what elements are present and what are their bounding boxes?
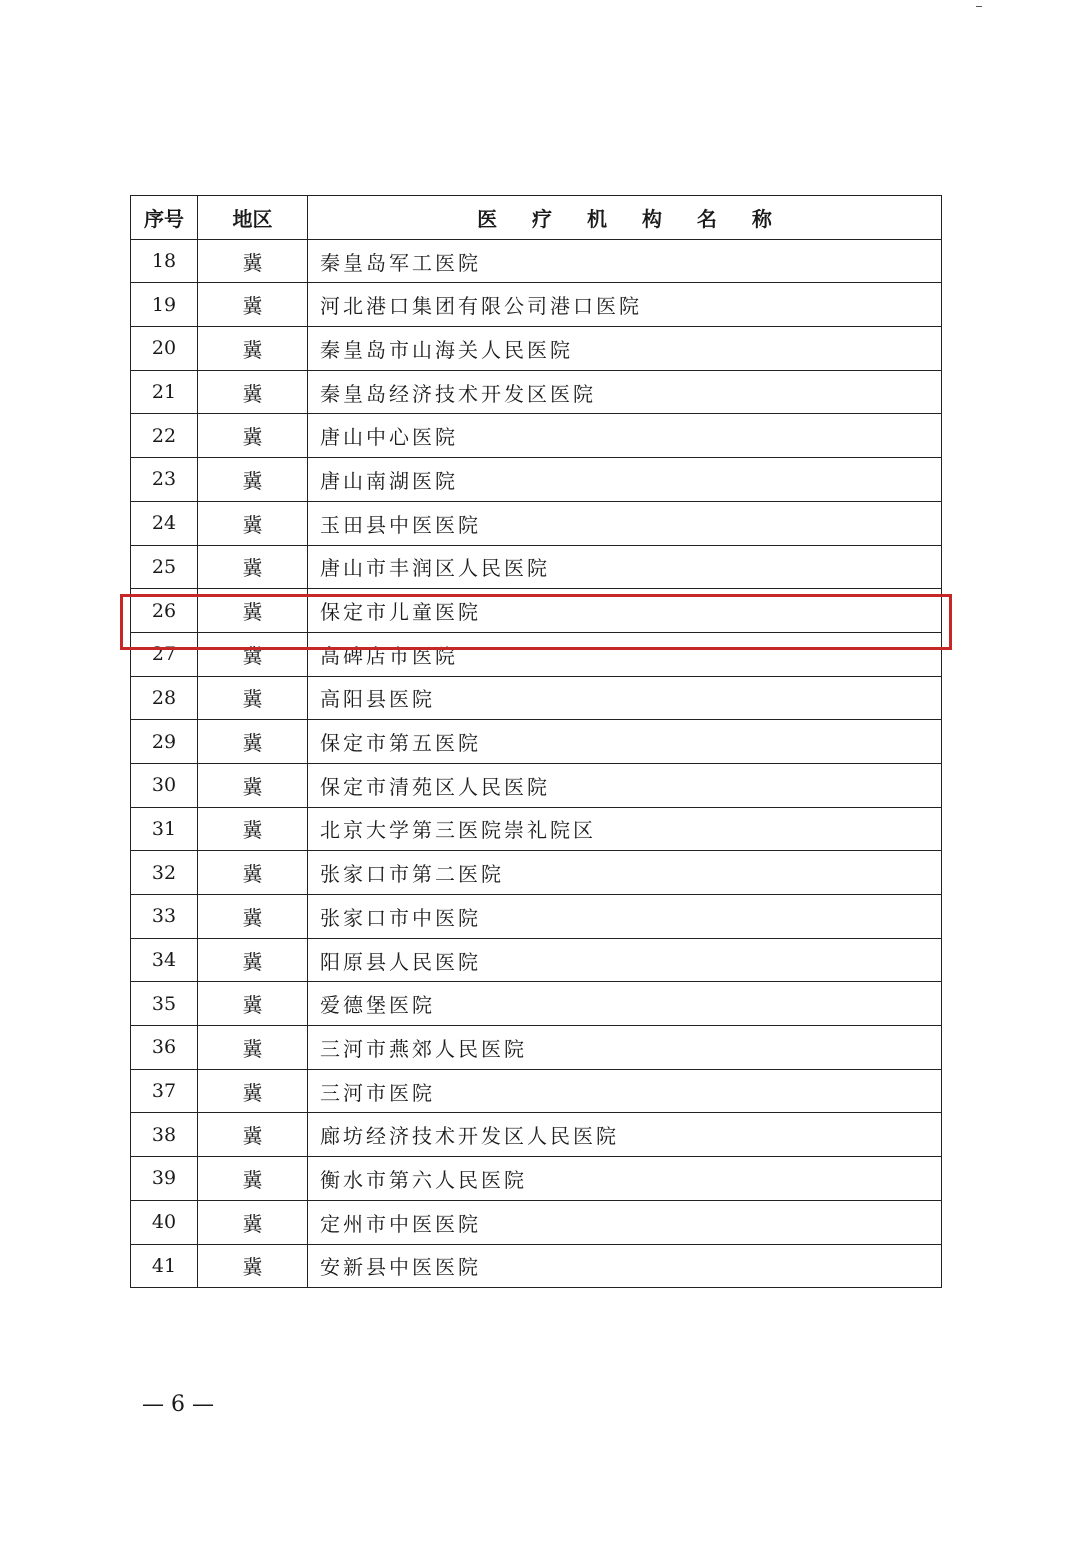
row-region: 冀 — [198, 851, 308, 895]
table-row — [131, 1244, 942, 1288]
row-hospital-name: 保定市第五医院 — [308, 720, 942, 764]
row-hospital-name: 阳原县人民医院 — [308, 938, 942, 982]
table-row — [131, 370, 942, 414]
row-region: 冀 — [198, 283, 308, 327]
page-number: — 6 — — [142, 1392, 214, 1417]
row-number: 18 — [131, 239, 198, 283]
row-region: 冀 — [198, 720, 308, 764]
row-number: 24 — [131, 501, 198, 545]
row-number: 35 — [131, 982, 198, 1026]
table-row — [131, 763, 942, 807]
row-region: 冀 — [198, 763, 308, 807]
header-number: 序号 — [131, 196, 198, 240]
row-hospital-name: 定州市中医医院 — [308, 1200, 942, 1244]
row-hospital-name: 张家口市第二医院 — [308, 851, 942, 895]
row-hospital-name: 张家口市中医院 — [308, 895, 942, 939]
row-region: 冀 — [198, 982, 308, 1026]
table-header-row — [131, 196, 942, 240]
table-row — [131, 327, 942, 371]
row-number: 37 — [131, 1069, 198, 1113]
row-number: 30 — [131, 763, 198, 807]
row-hospital-name: 玉田县中医医院 — [308, 501, 942, 545]
row-hospital-name: 秦皇岛军工医院 — [308, 239, 942, 283]
table-row — [131, 1200, 942, 1244]
table-row — [131, 1157, 942, 1201]
row-region: 冀 — [198, 414, 308, 458]
row-number: 40 — [131, 1200, 198, 1244]
row-number: 25 — [131, 545, 198, 589]
row-number: 19 — [131, 283, 198, 327]
row-hospital-name: 保定市儿童医院 — [308, 589, 942, 633]
row-hospital-name: 廊坊经济技术开发区人民医院 — [308, 1113, 942, 1157]
table-row — [131, 1069, 942, 1113]
row-region: 冀 — [198, 1026, 308, 1070]
row-region: 冀 — [198, 1069, 308, 1113]
row-hospital-name: 三河市医院 — [308, 1069, 942, 1113]
row-region: 冀 — [198, 938, 308, 982]
row-hospital-name: 唐山南湖医院 — [308, 458, 942, 502]
row-number: 26 — [131, 589, 198, 633]
table-row — [131, 589, 942, 633]
table-row — [131, 676, 942, 720]
table-row — [131, 1113, 942, 1157]
row-hospital-name: 安新县中医医院 — [308, 1244, 942, 1288]
table-row — [131, 545, 942, 589]
row-region: 冀 — [198, 895, 308, 939]
row-hospital-name: 爱德堡医院 — [308, 982, 942, 1026]
row-number: 22 — [131, 414, 198, 458]
row-number: 31 — [131, 807, 198, 851]
row-hospital-name: 衡水市第六人民医院 — [308, 1157, 942, 1201]
row-number: 23 — [131, 458, 198, 502]
table-row — [131, 851, 942, 895]
row-number: 32 — [131, 851, 198, 895]
table-row — [131, 1026, 942, 1070]
row-number: 21 — [131, 370, 198, 414]
table-row — [131, 982, 942, 1026]
hospital-table-wrapper — [130, 195, 941, 1288]
row-number: 36 — [131, 1026, 198, 1070]
table-row — [131, 283, 942, 327]
row-region: 冀 — [198, 545, 308, 589]
hospital-table — [130, 195, 942, 1288]
row-number: 20 — [131, 327, 198, 371]
row-number: 34 — [131, 938, 198, 982]
table-row — [131, 938, 942, 982]
table-row — [131, 720, 942, 764]
row-number: 41 — [131, 1244, 198, 1288]
row-hospital-name: 保定市清苑区人民医院 — [308, 763, 942, 807]
row-number: 33 — [131, 895, 198, 939]
row-region: 冀 — [198, 807, 308, 851]
row-region: 冀 — [198, 501, 308, 545]
row-hospital-name: 高碑店市医院 — [308, 632, 942, 676]
table-row — [131, 807, 942, 851]
row-hospital-name: 秦皇岛市山海关人民医院 — [308, 327, 942, 371]
header-name: 医 疗 机 构 名 称 — [308, 196, 942, 240]
row-number: 39 — [131, 1157, 198, 1201]
row-number: 28 — [131, 676, 198, 720]
table-row — [131, 239, 942, 283]
table-row — [131, 501, 942, 545]
row-hospital-name: 唐山市丰润区人民医院 — [308, 545, 942, 589]
row-number: 27 — [131, 632, 198, 676]
table-row — [131, 414, 942, 458]
row-region: 冀 — [198, 676, 308, 720]
row-hospital-name: 三河市燕郊人民医院 — [308, 1026, 942, 1070]
row-hospital-name: 唐山中心医院 — [308, 414, 942, 458]
row-region: 冀 — [198, 1113, 308, 1157]
table-row — [131, 632, 942, 676]
row-region: 冀 — [198, 458, 308, 502]
row-hospital-name: 河北港口集团有限公司港口医院 — [308, 283, 942, 327]
corner-mark — [976, 6, 982, 7]
row-region: 冀 — [198, 327, 308, 371]
table-body — [131, 239, 942, 1288]
row-number: 38 — [131, 1113, 198, 1157]
row-region: 冀 — [198, 370, 308, 414]
table-row — [131, 895, 942, 939]
row-hospital-name: 高阳县医院 — [308, 676, 942, 720]
row-region: 冀 — [198, 1200, 308, 1244]
row-region: 冀 — [198, 1157, 308, 1201]
header-region: 地区 — [198, 196, 308, 240]
row-hospital-name: 秦皇岛经济技术开发区医院 — [308, 370, 942, 414]
row-region: 冀 — [198, 589, 308, 633]
row-region: 冀 — [198, 1244, 308, 1288]
table-row — [131, 458, 942, 502]
row-region: 冀 — [198, 239, 308, 283]
row-region: 冀 — [198, 632, 308, 676]
row-number: 29 — [131, 720, 198, 764]
row-hospital-name: 北京大学第三医院崇礼院区 — [308, 807, 942, 851]
